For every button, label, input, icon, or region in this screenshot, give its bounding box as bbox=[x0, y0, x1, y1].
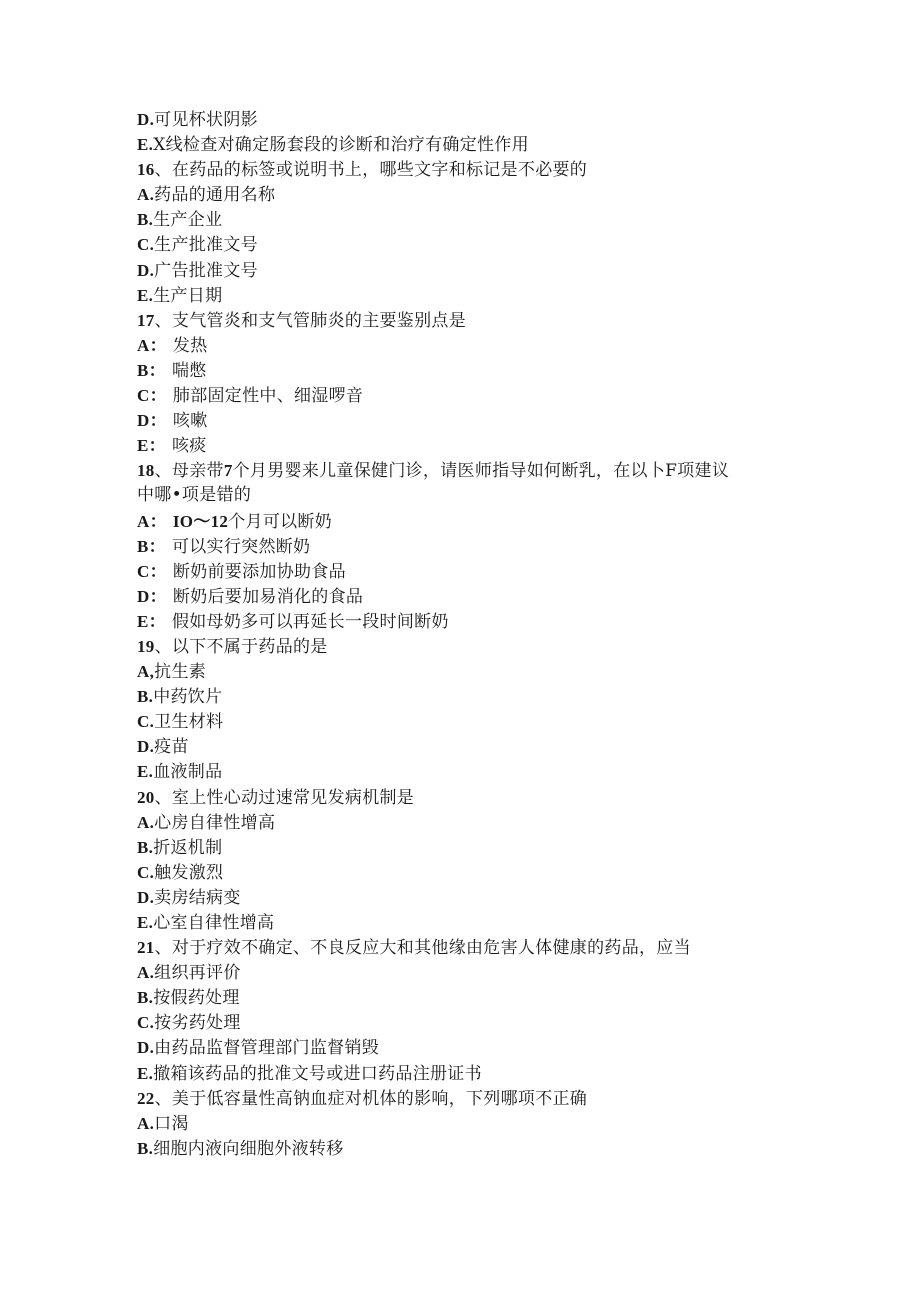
option-text: 撤箱该药品的批准文号或进口药品注册证书 bbox=[153, 1063, 482, 1084]
option-text: 喘憋 bbox=[171, 360, 207, 381]
option-line bbox=[137, 684, 797, 709]
option-label: D： bbox=[137, 586, 167, 606]
option-text-bold: IO〜12 bbox=[172, 511, 229, 531]
question-number: 22 bbox=[137, 1088, 155, 1108]
option-line bbox=[137, 910, 797, 935]
option-line bbox=[137, 759, 797, 784]
question-number: 19 bbox=[137, 636, 155, 656]
option-line bbox=[137, 810, 797, 835]
option-label: E. bbox=[137, 285, 154, 305]
option-text: 咳嗽 bbox=[172, 411, 208, 432]
option-label: D. bbox=[137, 1038, 155, 1058]
question-stem-continued bbox=[137, 483, 797, 508]
option-label: D. bbox=[137, 887, 155, 907]
question-number: 18 bbox=[137, 461, 155, 481]
question-text: 、支气管炎和支气管肺炎的主要鉴别点是 bbox=[154, 310, 467, 331]
option-label: D： bbox=[137, 411, 167, 431]
question-text: 、室上性心动过速常见发病机制是 bbox=[154, 787, 415, 808]
option-line bbox=[137, 433, 797, 458]
option-text: 口渴 bbox=[154, 1113, 189, 1134]
option-text: 按假药处理 bbox=[153, 988, 240, 1009]
question-text: 中哪•项是错的 bbox=[137, 485, 252, 506]
option-label: C： bbox=[137, 561, 167, 581]
question-stem bbox=[137, 308, 797, 333]
option-line bbox=[137, 383, 797, 408]
option-label: E. bbox=[137, 1063, 154, 1083]
question-stem bbox=[137, 935, 797, 960]
option-line bbox=[137, 107, 797, 132]
option-label: B. bbox=[137, 1138, 154, 1158]
option-line bbox=[137, 1111, 797, 1136]
option-line bbox=[137, 333, 797, 358]
option-label: C： bbox=[137, 386, 167, 406]
option-line bbox=[137, 609, 797, 634]
option-label: C. bbox=[137, 235, 155, 255]
option-text: 细胞内液向细胞外液转移 bbox=[153, 1138, 344, 1159]
option-line bbox=[137, 207, 797, 232]
question-stem bbox=[137, 1086, 797, 1111]
option-label: A. bbox=[137, 963, 155, 983]
question-number: 16 bbox=[137, 160, 155, 180]
option-text: 由药品监督管理部门监督销毁 bbox=[154, 1038, 380, 1059]
question-text: 、母亲带 bbox=[154, 461, 224, 482]
option-label: E. bbox=[137, 913, 154, 932]
option-label: E： bbox=[137, 611, 166, 631]
option-text: 断奶前要添加协助食品 bbox=[172, 561, 346, 582]
option-label: A. bbox=[137, 185, 155, 205]
option-line bbox=[137, 132, 797, 157]
option-text: 个月可以断奶 bbox=[228, 511, 333, 532]
option-text: 抗生素 bbox=[154, 662, 207, 683]
option-line bbox=[137, 835, 797, 860]
option-line bbox=[137, 182, 797, 207]
option-label: A. bbox=[137, 1113, 155, 1133]
option-label: B. bbox=[137, 687, 154, 707]
option-text: 中药饮片 bbox=[153, 687, 223, 708]
question-text: 、对于疗效不确定、不良反应大和其他缘由危害人体健康的药品，应当 bbox=[154, 938, 691, 959]
question-text-bold: 7 bbox=[223, 461, 233, 481]
option-line bbox=[137, 408, 797, 433]
question-text: 、在药品的标签或说明书上，哪些文字和标记是不必要的 bbox=[154, 160, 588, 181]
option-label: B： bbox=[137, 360, 166, 380]
option-text: 断奶后要加易消化的食品 bbox=[172, 586, 364, 607]
option-label: E. bbox=[137, 762, 154, 782]
question-number: 20 bbox=[137, 787, 155, 807]
option-line bbox=[137, 1010, 797, 1035]
option-line bbox=[137, 1061, 797, 1086]
option-label: D. bbox=[137, 110, 155, 129]
option-text: 心房自律性增高 bbox=[154, 812, 276, 833]
option-text: 卫生材料 bbox=[154, 712, 224, 733]
option-line bbox=[137, 584, 797, 609]
option-line bbox=[137, 283, 797, 308]
option-line bbox=[137, 1035, 797, 1060]
option-line bbox=[137, 534, 797, 559]
option-line bbox=[137, 960, 797, 985]
question-text: 、以下不属于药品的是 bbox=[154, 636, 328, 657]
option-line bbox=[137, 358, 797, 383]
option-line bbox=[137, 1136, 797, 1161]
option-text: 组织再评价 bbox=[154, 963, 241, 984]
option-line bbox=[137, 985, 797, 1010]
option-text: 肺部固定性中、细湿啰音 bbox=[172, 386, 364, 407]
option-label: C. bbox=[137, 712, 155, 732]
option-text: 发热 bbox=[172, 335, 208, 356]
question-text: 个月男婴来儿童保健门诊，请医师指导如何断乳，在以卜F项建议 bbox=[232, 461, 730, 482]
option-text: 卖房结病变 bbox=[154, 887, 241, 908]
option-label: B. bbox=[137, 210, 154, 230]
option-label: A： bbox=[137, 511, 167, 531]
option-line bbox=[137, 559, 797, 584]
option-text: 生产企业 bbox=[153, 210, 223, 231]
question-stem bbox=[137, 458, 797, 483]
question-number: 17 bbox=[137, 310, 155, 330]
option-label: A, bbox=[137, 662, 155, 682]
option-line bbox=[137, 232, 797, 257]
option-label: B. bbox=[137, 837, 154, 857]
option-text: 可以实行突然断奶 bbox=[171, 536, 311, 557]
option-text: 触发激烈 bbox=[154, 862, 224, 883]
exam-page bbox=[137, 107, 797, 1161]
question-text: 、美于低容量性高钠血症对机体的影响，下列哪项不正确 bbox=[154, 1088, 588, 1109]
option-text: 疫苗 bbox=[154, 737, 189, 758]
option-line bbox=[137, 258, 797, 283]
option-text: X线检查对确定肠套段的诊断和治疗有确定性作用 bbox=[153, 135, 529, 156]
option-text: 血液制品 bbox=[153, 762, 223, 783]
option-label: A： bbox=[137, 335, 167, 355]
option-text: 生产批准文号 bbox=[154, 235, 258, 256]
option-label: A. bbox=[137, 812, 155, 832]
option-line bbox=[137, 509, 797, 534]
option-line bbox=[137, 860, 797, 885]
option-text: 假如母奶多可以再延长一段时间断奶 bbox=[171, 611, 449, 632]
option-text: 按劣药处理 bbox=[154, 1013, 241, 1034]
option-label: D. bbox=[137, 260, 155, 280]
option-line bbox=[137, 659, 797, 684]
option-text: 生产日期 bbox=[153, 285, 223, 306]
option-text: 可见杯状阴影 bbox=[154, 110, 258, 130]
option-text: 咳痰 bbox=[171, 436, 207, 457]
option-label: C. bbox=[137, 1013, 155, 1033]
option-line bbox=[137, 709, 797, 734]
option-line bbox=[137, 885, 797, 910]
option-label: E： bbox=[137, 436, 166, 456]
question-number: 21 bbox=[137, 938, 155, 958]
option-label: E. bbox=[137, 135, 154, 155]
option-label: C. bbox=[137, 862, 155, 882]
option-text: 广告批准文号 bbox=[154, 260, 258, 281]
option-label: D. bbox=[137, 737, 155, 757]
option-label: B： bbox=[137, 536, 166, 556]
option-label: B. bbox=[137, 988, 154, 1008]
option-line bbox=[137, 734, 797, 759]
question-stem bbox=[137, 157, 797, 182]
option-text: 心室自律性增高 bbox=[153, 913, 275, 933]
option-text: 药品的通用名称 bbox=[154, 185, 276, 206]
question-stem bbox=[137, 634, 797, 659]
question-stem bbox=[137, 785, 797, 810]
option-text: 折返机制 bbox=[153, 837, 223, 858]
